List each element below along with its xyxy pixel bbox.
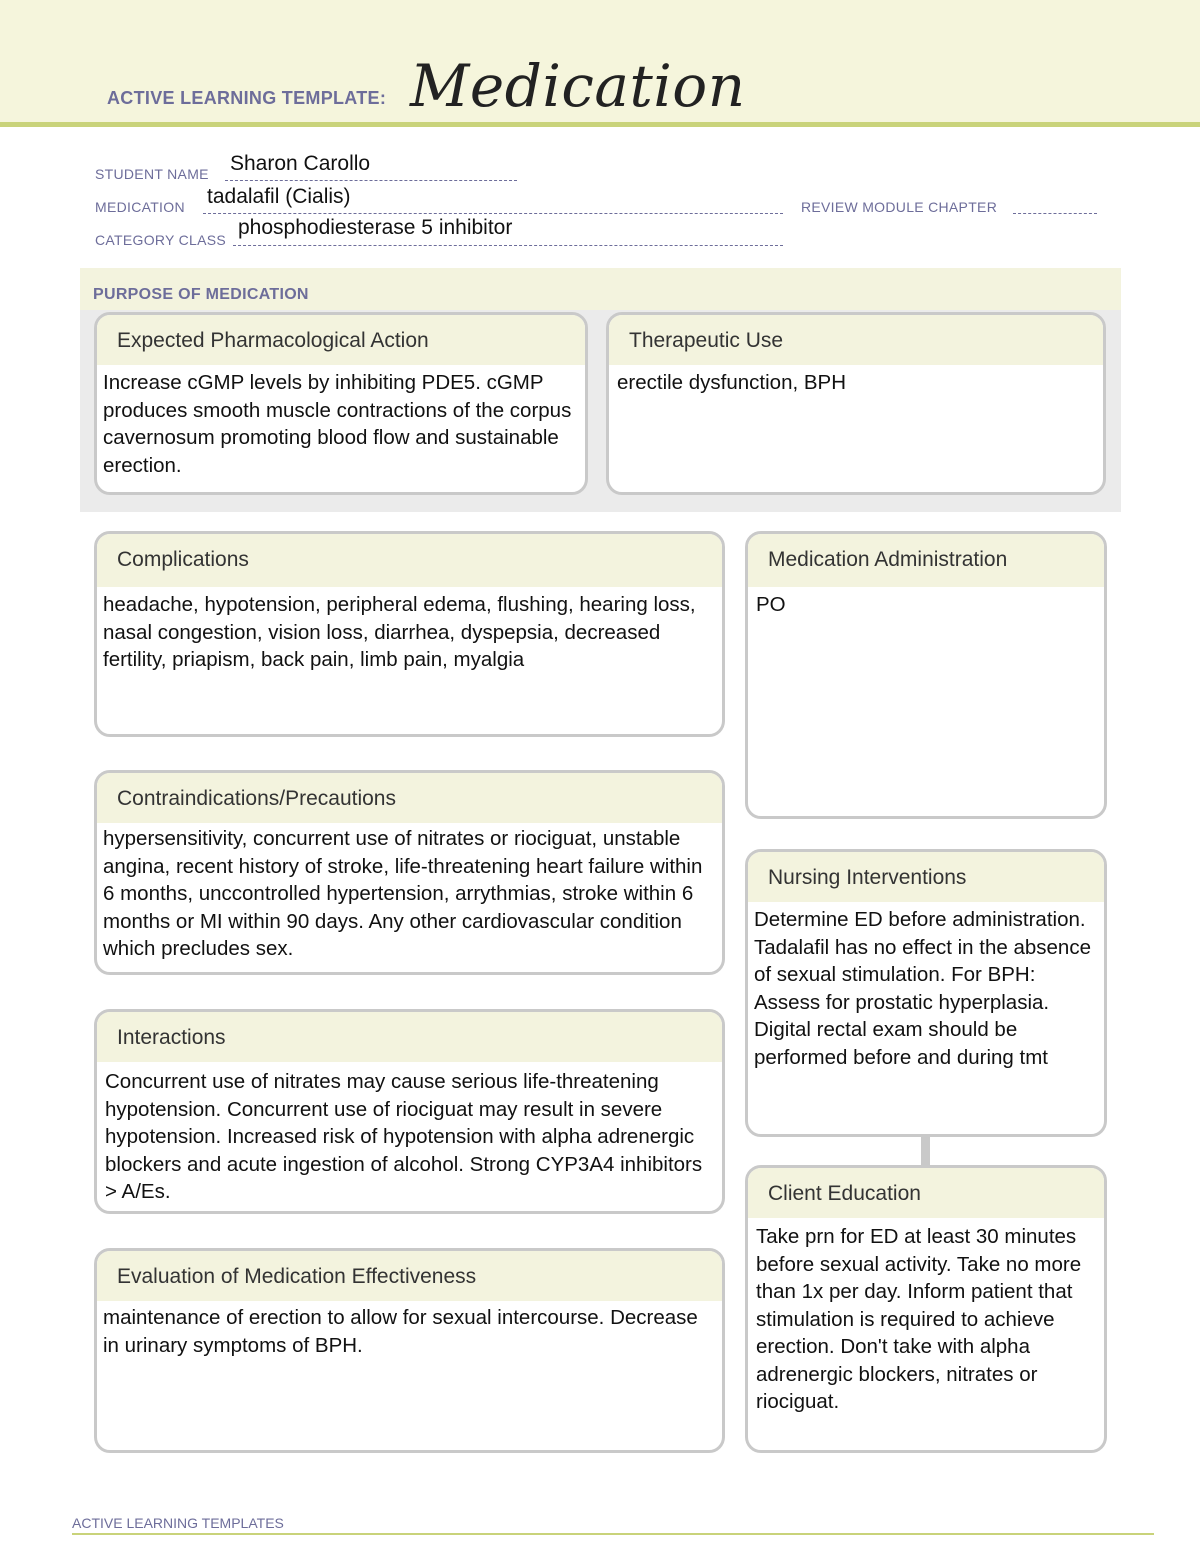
therapeutic-use-box — [606, 312, 1106, 495]
nursing-interventions-title: Nursing Interventions — [748, 852, 1104, 902]
category-class-label: CATEGORY CLASS — [95, 232, 227, 248]
complications-text[interactable]: headache, hypotension, peripheral edema, flushing, hearing loss, nasal congestion, vision loss, diarrhea, dyspepsia, decreased fertility, priapism, back pain, limb pain, myalgia — [103, 593, 696, 671]
evaluation-title: Evaluation of Medication Effectiveness — [97, 1251, 722, 1301]
therapeutic-use-text[interactable]: erectile dysfunction, BPH — [617, 371, 847, 394]
footer-label: ACTIVE LEARNING TEMPLATES — [72, 1515, 284, 1531]
medication-administration-text[interactable]: PO — [756, 593, 786, 616]
client-education-title: Client Education — [748, 1168, 1104, 1218]
medication-label: MEDICATION — [95, 199, 185, 215]
interactions-text[interactable]: Concurrent use of nitrates may cause serious life-threatening hypotension. Concurrent use of riociguat may result in severe hypotension. Increased risk of hypotension with alpha adrenergic blockers and acute ingestion of alcohol. Strong CYP3A4 inhibitors > A/Es. — [105, 1070, 703, 1203]
page-title: Medication — [410, 52, 746, 120]
box-connector — [921, 1134, 930, 1166]
medication-line — [203, 213, 783, 214]
contraindications-title: Contraindications/Precautions — [97, 773, 722, 823]
nursing-interventions-box — [745, 849, 1107, 1137]
review-module-field[interactable] — [1013, 213, 1097, 214]
evaluation-box — [94, 1248, 725, 1453]
student-name-line — [225, 180, 517, 181]
complications-box — [94, 531, 725, 737]
expected-action-text[interactable]: Increase cGMP levels by inhibiting PDE5. cGMP produces smooth muscle contractions of the corpus cavernosum promoting blood flow and sustainable erection. — [103, 371, 572, 477]
student-name-field[interactable]: Sharon Carollo — [230, 152, 371, 175]
template-label: ACTIVE LEARNING TEMPLATE: — [107, 88, 387, 108]
interactions-box — [94, 1009, 725, 1214]
contraindications-text[interactable]: hypersensitivity, concurrent use of nitrates or riociguat, unstable angina, recent history of stroke, life-threatening heart failure within 6 months, unccontrolled hypertension, arrythmias, stroke within 6 months or MI within 90 days. Any other cardiovascular condition which precludes sex. — [103, 827, 703, 960]
category-class-field[interactable]: phosphodiesterase 5 inhibitor — [238, 216, 513, 239]
medication-field[interactable]: tadalafil (Cialis) — [207, 185, 351, 208]
purpose-label: PURPOSE OF MEDICATION — [93, 286, 309, 303]
category-class-line — [233, 245, 783, 246]
medication-administration-box — [745, 531, 1107, 819]
medication-administration-title: Medication Administration — [748, 534, 1104, 587]
student-name-label: STUDENT NAME — [95, 166, 209, 182]
expected-action-box — [94, 312, 588, 495]
therapeutic-use-title: Therapeutic Use — [609, 315, 1103, 365]
review-module-label: REVIEW MODULE CHAPTER — [801, 199, 998, 215]
client-education-box — [745, 1165, 1107, 1453]
footer-rule — [72, 1533, 1154, 1535]
contraindications-box — [94, 770, 725, 975]
nursing-interventions-text[interactable]: Determine ED before administration. Tadalafil has no effect in the absence of sexual stimulation. For BPH: Assess for prostatic hyperplasia. Digital rectal exam should be performed before and during tmt — [754, 908, 1091, 1069]
interactions-title: Interactions — [97, 1012, 722, 1062]
complications-title: Complications — [97, 534, 722, 587]
expected-action-title: Expected Pharmacological Action — [97, 315, 585, 365]
evaluation-text[interactable]: maintenance of erection to allow for sexual intercourse. Decrease in urinary symptoms of BPH. — [103, 1306, 698, 1357]
client-education-text[interactable]: Take prn for ED at least 30 minutes before sexual activity. Take no more than 1x per day. Inform patient that stimulation is required to achieve erection. Don't take with alpha adrenergic blockers, nitrates or riociguat. — [756, 1225, 1082, 1413]
